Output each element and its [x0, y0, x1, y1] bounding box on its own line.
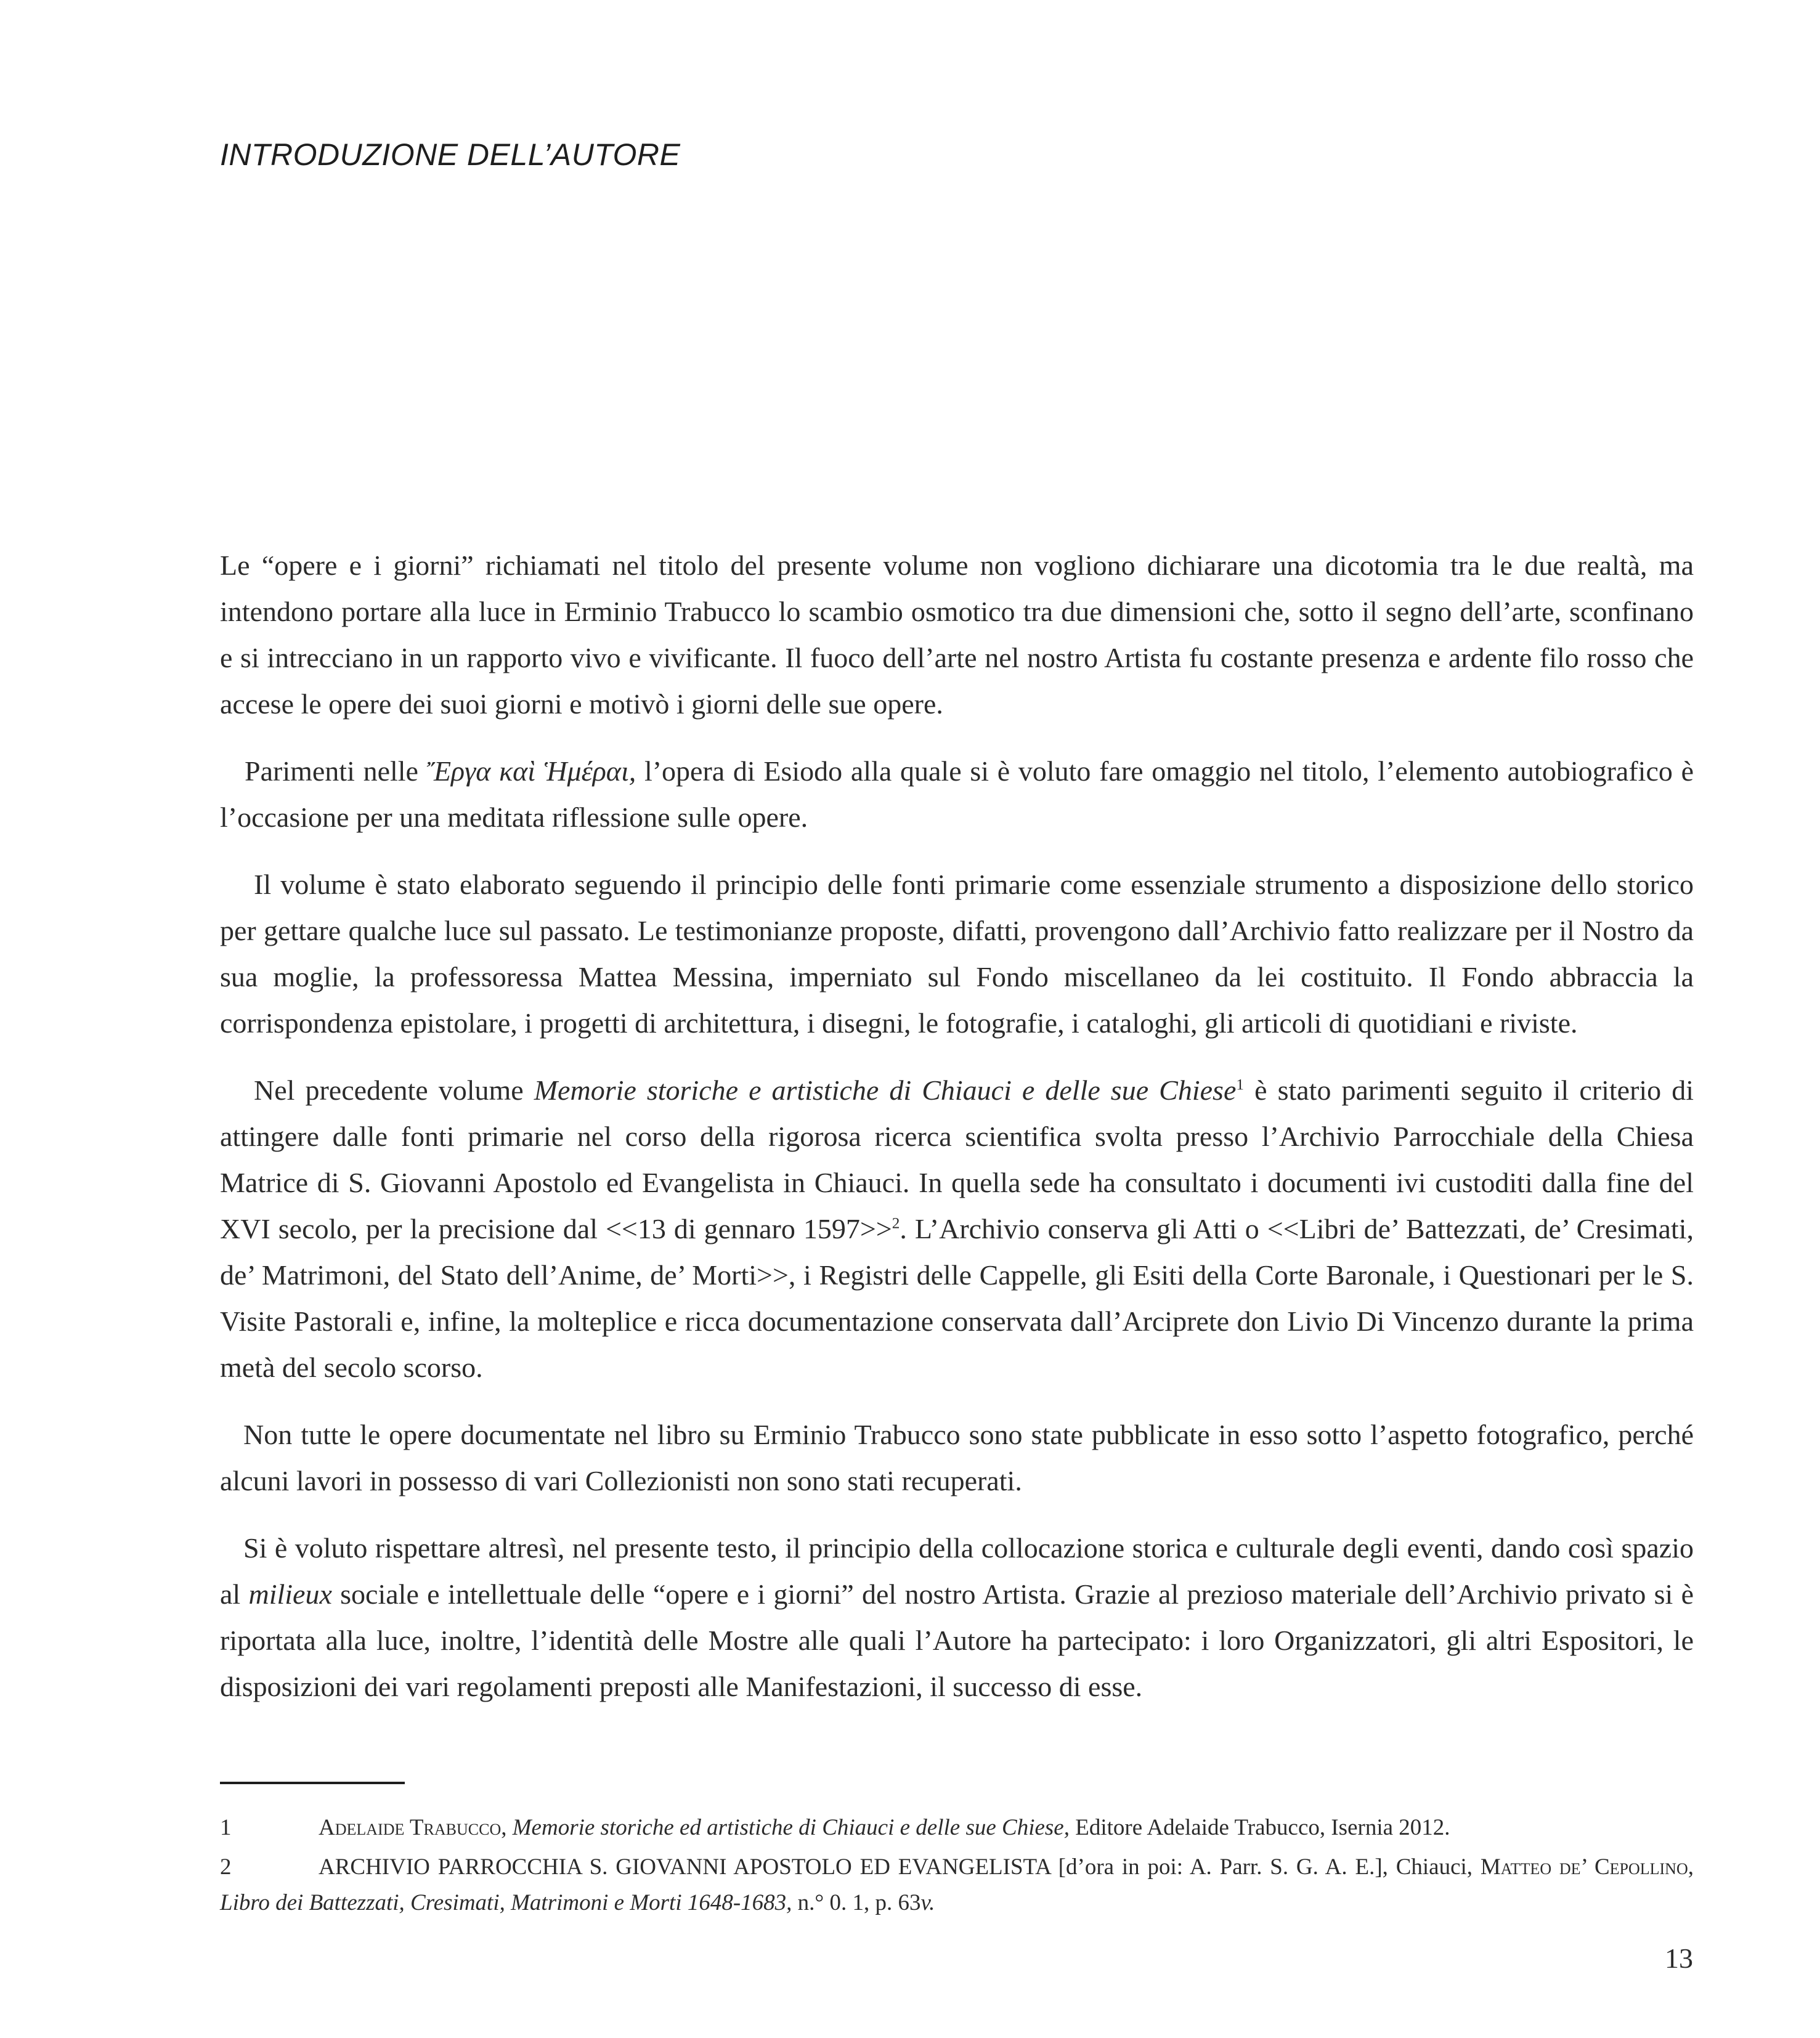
body-text	[220, 542, 1694, 1731]
paragraph-5: Non tutte le opere documentate nel libro su Erminio Trabucco sono state pubblicate in esso sotto l’aspetto fotografico, perché alcuni lavori in possesso di vari Collezionisti non sono stati recuperati.	[220, 1419, 1694, 1496]
paragraph-2-text-a: Parimenti nelle	[245, 755, 427, 787]
footnotes	[220, 1810, 1694, 1925]
paragraph-3: Il volume è stato elaborato seguendo il principio delle fonti primarie come essenziale strumento a disposizione dello storico per gettare qualche luce sul passato. Le testimonianze proposte, difatti, provengono dall’Archivio fatto realizzare per il Nostro da sua moglie, la professoressa Mattea Messina, imperniato sul Fondo miscellaneo da lei costituito. Il Fondo abbraccia la corrispondenza epistolare, i progetti di architettura, i disegni, le fotografie, i cataloghi, gli articoli di quotidiani e riviste.	[220, 869, 1694, 1039]
paragraph-6-text-b: sociale e intellettuale delle “opere e i giorni” del nostro Artista. Grazie al prezioso materiale dell’Archivio privato si è riportata alla luce, inoltre, l’identità delle Mostre alle quali l’Autore ha partecipato: i loro Organizzatori, gli altri Espositori, le disposizioni dei vari regolamenti preposti alle Manifestazioni, il successo di esse.	[220, 1578, 1694, 1702]
paragraph-4-text-b: è stato parimenti seguito il criterio di attingere dalle fonti primarie nel corso della rigorosa ricerca scientifica svolta presso l’Archivio Parrocchiale della Chiesa Matrice di S. Giovanni Apostolo ed Evangelista in Chiauci. In quella sede ha consultato i documenti ivi custoditi dalla fine del XVI secolo, per la precisione dal <<13 di gennaro 1597>>	[220, 1074, 1694, 1244]
footnote-author: Adelaide Trabucco,	[319, 1815, 507, 1840]
page-number: 13	[1665, 1943, 1693, 1974]
book-title: Memorie storiche e artistiche di Chiauci e delle sue Chiese	[534, 1074, 1237, 1106]
paragraph-4-text-c: . L’Archivio conserva gli Atti o <<Libri de’ Battezzati, de’ Cresimati, de’ Matrimoni, del Stato dell’Anime, de’ Morti>>, i Registri delle Cappelle, gli Esiti della Corte Baronale, i Questionari per le S. Visite Pastorali e, infine, la molteplice e ricca documentazione conservata dall’Arciprete don Livio Di Vincenzo durante la prima metà del secolo scorso.	[220, 1213, 1694, 1383]
footnote-divider	[220, 1782, 405, 1784]
paragraph-4	[220, 1067, 1694, 1390]
footnote-2	[220, 1849, 1694, 1921]
footnote-ref-2: 2	[892, 1214, 900, 1232]
paragraph-6	[220, 1525, 1694, 1710]
footnote-author: Matteo de’ Cepollino,	[1480, 1854, 1694, 1880]
greek-title: Ἔργα καὶ Ἡμέραι,	[426, 755, 636, 787]
footnote-rest: Editore Adelaide Trabucco, Isernia 2012.	[1069, 1815, 1450, 1840]
page-title: INTRODUZIONE DELL’AUTORE	[220, 137, 681, 172]
footnote-ref-1: 1	[1236, 1076, 1245, 1094]
paragraph-4-text-a: Nel precedente volume	[254, 1074, 534, 1106]
footnote-verso: v.	[920, 1890, 935, 1915]
footnote-archive: ARCHIVIO PARROCCHIA S. GIOVANNI APOSTOLO ED EVANGELISTA [d’ora in poi: A. Parr. S. G. A. E.], Chiauci,	[319, 1854, 1481, 1880]
footnote-number: 2	[220, 1854, 232, 1880]
footnote-number: 1	[220, 1815, 232, 1840]
paragraph-1: Le “opere e i giorni” richiamati nel titolo del presente volume non vogliono dichiarare una dicotomia tra le due realtà, ma intendono portare alla luce in Erminio Trabucco lo scambio osmotico tra due dimensioni che, sotto il segno dell’arte, sconfinano e si intrecciano in un rapporto vivo e vivificante. Il fuoco dell’arte nel nostro Artista fu costante presenza e ardente filo rosso che accese le opere dei suoi giorni e motivò i giorni delle sue opere.	[220, 550, 1694, 720]
milieux-term: milieux	[248, 1578, 332, 1610]
footnote-rest: n.° 0. 1, p. 63	[792, 1890, 921, 1915]
footnote-1	[220, 1810, 1694, 1846]
paragraph-2	[220, 748, 1694, 840]
paragraph-6-text-a: Si è voluto rispettare altresì, nel presente testo, il principio della collocazione storica e culturale degli eventi, dando così spazio al	[220, 1532, 1694, 1610]
paragraph-2-text-b: l’opera di Esiodo alla quale si è voluto fare omaggio nel titolo, l’elemento autobiografico è l’occasione per una meditata riflessione sulle opere.	[220, 755, 1694, 833]
footnote-title: Memorie storiche ed artistiche di Chiauci e delle sue Chiese,	[512, 1815, 1070, 1840]
footnote-title: Libro dei Battezzati, Cresimati, Matrimoni e Morti 1648-1683,	[220, 1890, 792, 1915]
